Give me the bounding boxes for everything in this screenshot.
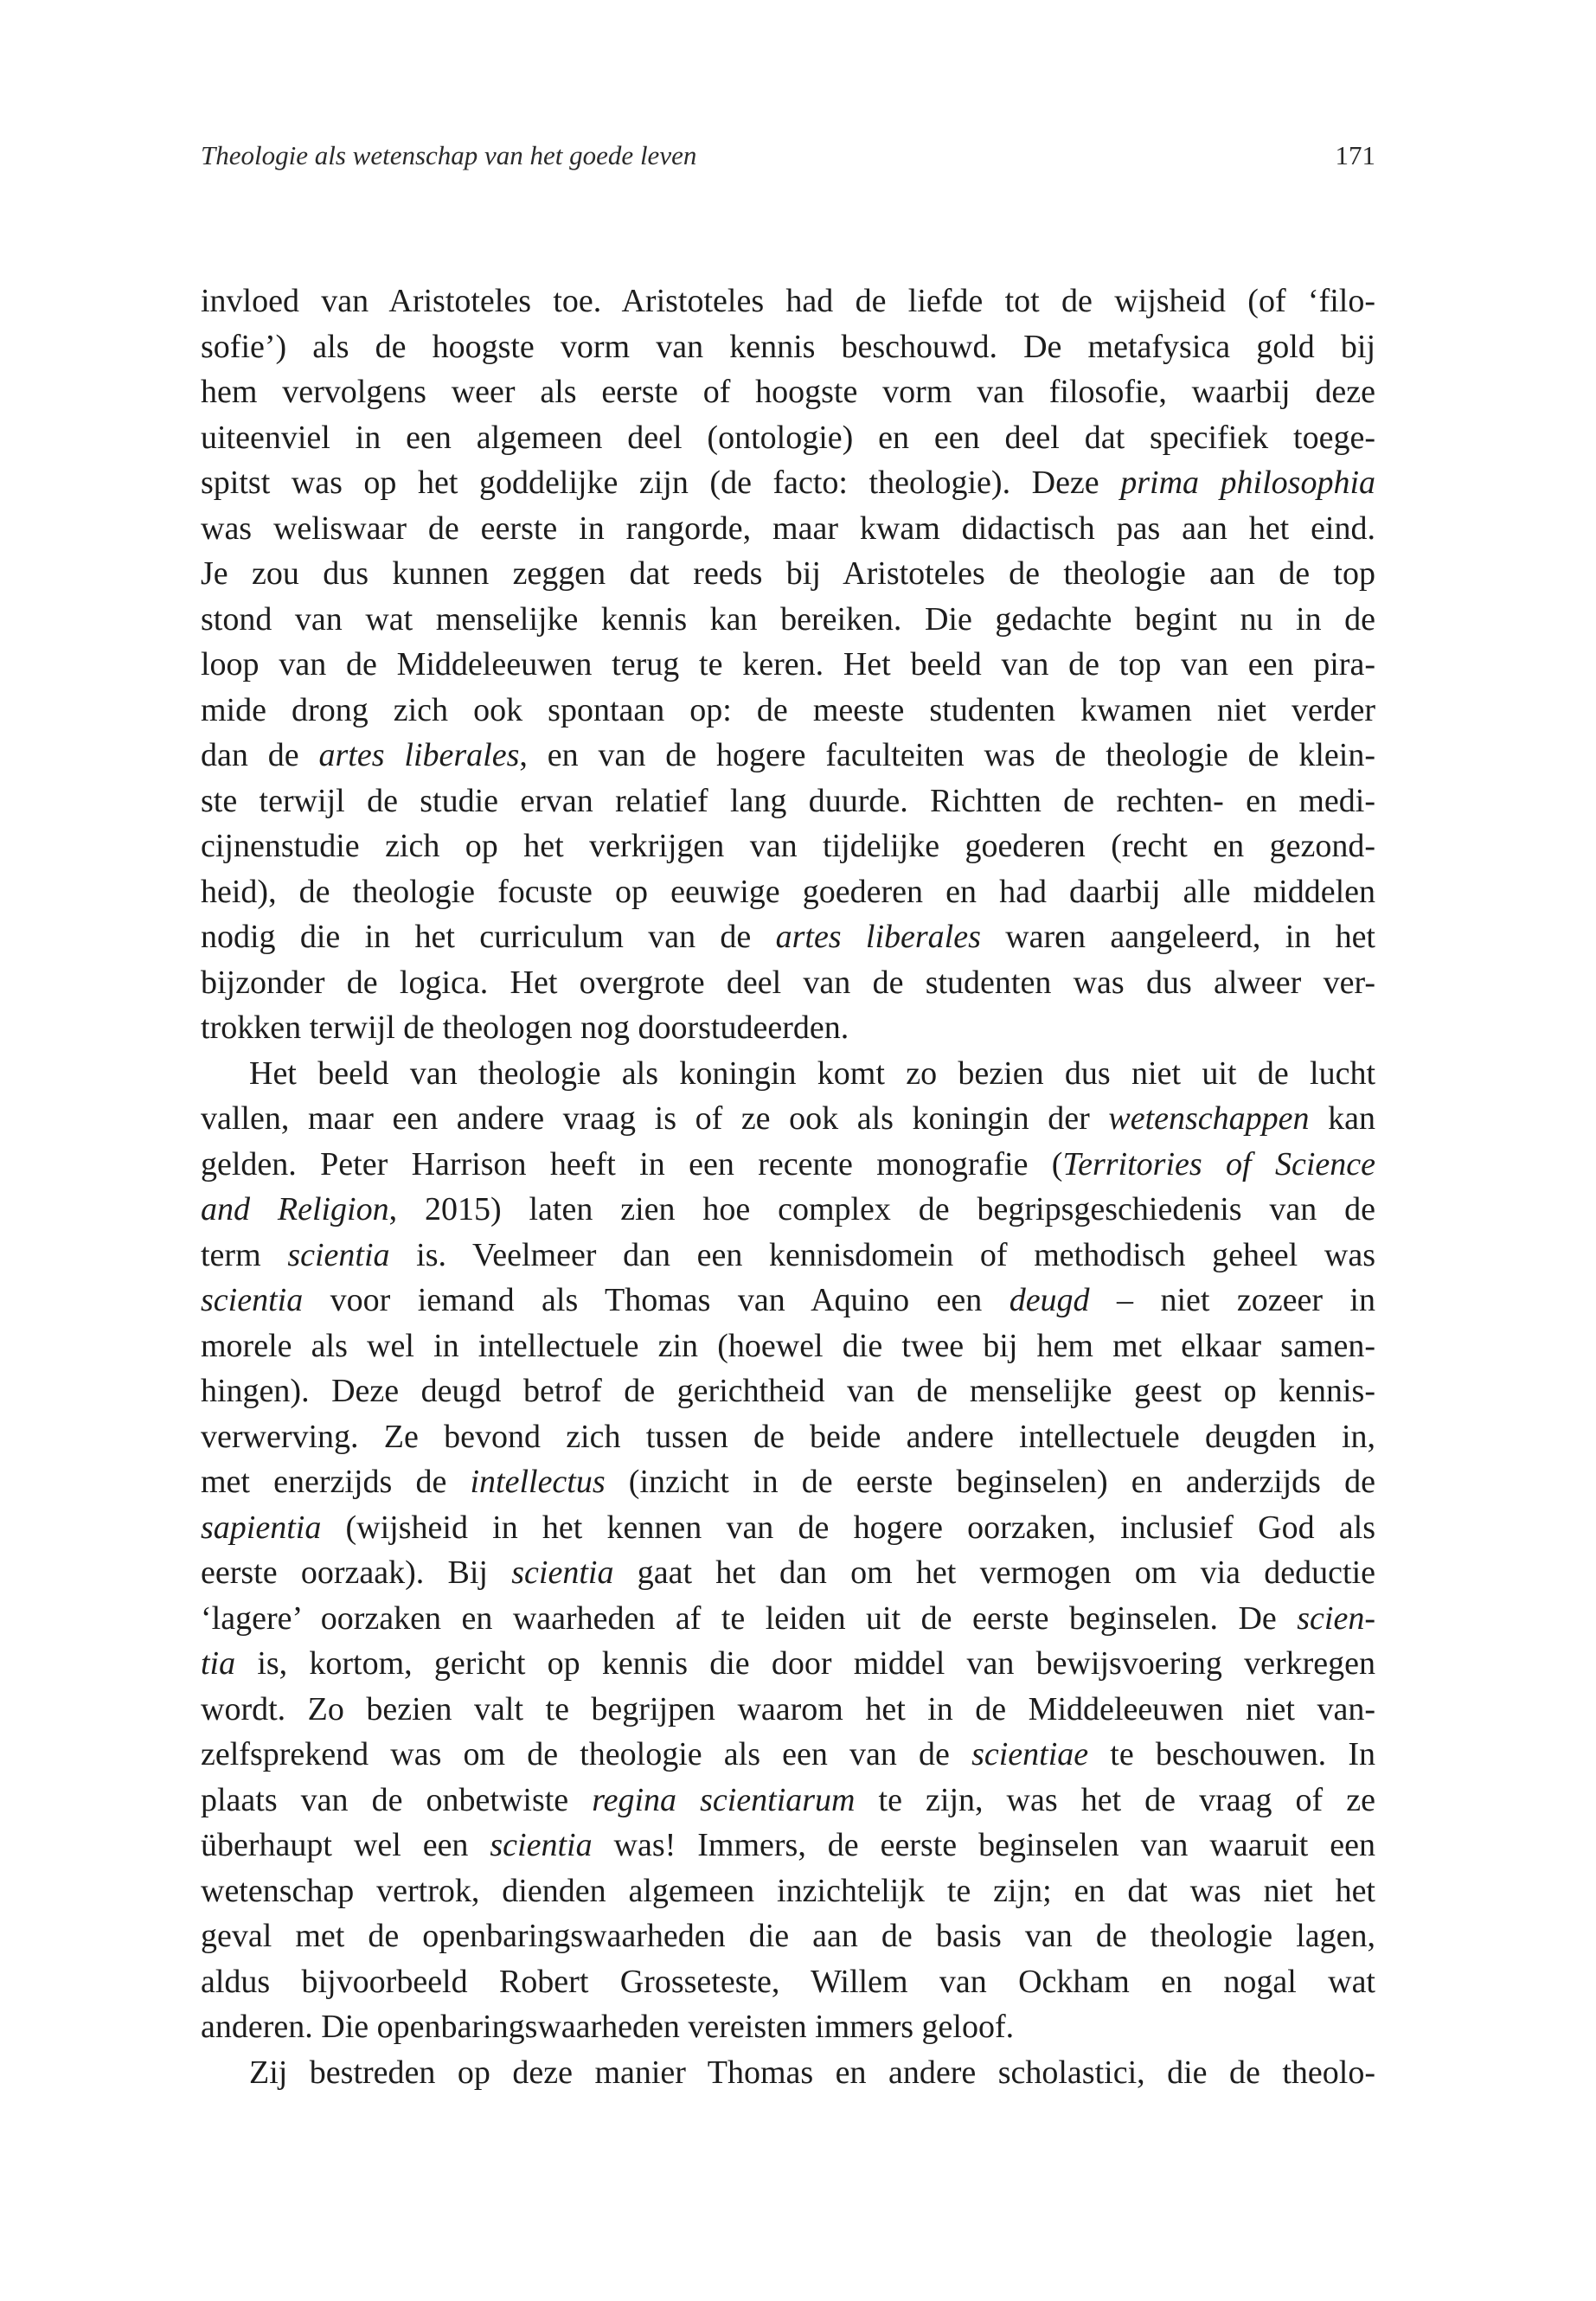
- text-line: anderen. Die openbaringswaarheden vereisten immers geloof.: [201, 2009, 1015, 2045]
- italic-term: intellectus: [470, 1464, 606, 1500]
- italic-term: sapientia: [201, 1509, 322, 1546]
- text-line: loop van de Middeleeuwen terug te keren. Het beeld van de top van een pira-: [201, 646, 1375, 683]
- italic-term: tia: [201, 1645, 236, 1682]
- text-line: dan de artes liberales, en van de hogere faculteiten was de theologie de klein-: [201, 737, 1375, 773]
- italic-term: regina scientiarum: [592, 1781, 856, 1818]
- text-line: nodig die in het curriculum van de artes liberales waren aangeleerd, in het: [201, 919, 1375, 955]
- text-line: wetenschap vertrok, dienden algemeen inzichtelijk te zijn; en dat was niet het: [201, 1872, 1375, 1909]
- text-line: met enerzijds de intellectus (inzicht in de eerste beginselen) en anderzijds de: [201, 1464, 1375, 1500]
- text-line: zelfsprekend was om de theologie als een van de scientiae te beschouwen. In: [201, 1736, 1375, 1772]
- text-line: überhaupt wel een scientia was! Immers, de eerste beginselen van waaruit een: [201, 1827, 1376, 1863]
- text-line: scientia voor iemand als Thomas van Aquino een deugd – niet zozeer in: [201, 1282, 1375, 1318]
- text-line: cijnenstudie zich op het verkrijgen van tijdelijke goederen (recht en gezond-: [201, 828, 1375, 864]
- text-line: and Religion, 2015) laten zien hoe complex de begripsgeschiedenis van de: [201, 1191, 1375, 1227]
- running-title: Theologie als wetenschap van het goede leven: [201, 140, 697, 170]
- page-number: 171: [1335, 140, 1375, 170]
- text-line: morele als wel in intellectuele zin (hoewel die twee bij hem met elkaar samen-: [201, 1327, 1375, 1364]
- italic-term: scientiae: [971, 1736, 1089, 1772]
- text-line: hingen). Deze deugd betrof de gerichtheid van de menselijke geest op kennis-: [201, 1373, 1375, 1409]
- text-line: trokken terwijl de theologen nog doorstudeerden.: [201, 1009, 849, 1046]
- text-line: bijzonder de logica. Het overgrote deel van de studenten was dus alweer ver-: [201, 964, 1375, 1001]
- text-line: ‘lagere’ oorzaken en waarheden af te leiden uit de eerste beginselen. De scien-: [201, 1599, 1375, 1637]
- italic-term: artes liberales: [318, 737, 520, 773]
- text-line: tia is, kortom, gericht op kennis die door middel van bewijsvoering verkregen: [201, 1645, 1375, 1682]
- text-line: ste terwijl de studie ervan relatief lang duurde. Richtten de rechten- en medi-: [201, 782, 1375, 819]
- italic-term: Territories of Science: [1062, 1145, 1375, 1183]
- text-line: spitst was op het goddelijke zijn (de facto: theologie). Deze prima philosophia: [201, 465, 1376, 501]
- text-line: verwerving. Ze bevond zich tussen de beide andere intellectuele deugden in,: [201, 1418, 1375, 1455]
- text-line: geval met de openbaringswaarheden die aan de basis van de theologie lagen,: [201, 1918, 1375, 1954]
- text-line: uiteenviel in een algemeen deel (ontologie) en een deel dat specifiek toege-: [201, 419, 1375, 456]
- text-line: sapientia (wijsheid in het kennen van de hogere oorzaken, inclusief God als: [201, 1509, 1375, 1546]
- italic-term: deugd: [1009, 1282, 1090, 1318]
- text-line: eerste oorzaak). Bij scientia gaat het dan om het vermogen om via deductie: [201, 1554, 1375, 1591]
- text-line: Je zou dus kunnen zeggen dat reeds bij Aristoteles de theologie aan de top: [201, 555, 1375, 592]
- italic-term: and Religion: [201, 1191, 389, 1227]
- text-line: stond van wat menselijke kennis kan bereiken. Die gedachte begint nu in de: [201, 600, 1375, 638]
- text-line: sofie’) als de hoogste vorm van kennis beschouwd. De metafysica gold bij: [201, 328, 1375, 365]
- text-line: Het beeld van theologie als koningin komt zo bezien dus niet uit de lucht: [249, 1054, 1375, 1092]
- text-line: aldus bijvoorbeeld Robert Grosseteste, Willem van Ockham en nogal wat: [201, 1963, 1375, 2000]
- italic-term: prima philosophia: [1120, 465, 1376, 501]
- text-line: plaats van de onbetwiste regina scientiarum te zijn, was het de vraag of ze: [201, 1781, 1375, 1818]
- text-line: invloed van Aristoteles toe. Aristoteles had de liefde tot de wijsheid (of ‘filo-: [201, 283, 1375, 319]
- italic-term: scientia: [287, 1236, 390, 1273]
- italic-term: scientia: [201, 1282, 304, 1318]
- text-line: was weliswaar de eerste in rangorde, maar kwam didactisch pas aan het eind.: [201, 510, 1375, 547]
- running-header: [201, 138, 1375, 173]
- italic-term: scientia: [490, 1827, 593, 1863]
- text-line: hem vervolgens weer als eerste of hoogste vorm van filosofie, waarbij deze: [201, 374, 1375, 410]
- italic-term: scien-: [1297, 1599, 1375, 1637]
- body-text: [201, 279, 1375, 2095]
- italic-term: wetenschappen: [1108, 1100, 1310, 1137]
- text-line: vallen, maar een andere vraag is of ze ook als koningin der wetenschappen kan: [201, 1100, 1375, 1137]
- italic-term: scientia: [511, 1554, 614, 1591]
- text-line: mide drong zich ook spontaan op: de meeste studenten kwamen niet verder: [201, 691, 1375, 728]
- text-line: heid), de theologie focuste op eeuwige goederen en had daarbij alle middelen: [201, 873, 1375, 910]
- text-line: wordt. Zo bezien valt te begrijpen waarom het in de Middeleeuwen niet van-: [201, 1690, 1375, 1727]
- text-line: term scientia is. Veelmeer dan een kennisdomein of methodisch geheel was: [201, 1236, 1375, 1273]
- text-line: gelden. Peter Harrison heeft in een recente monografie (Territories of Science: [201, 1145, 1375, 1183]
- text-line: Zij bestreden op deze manier Thomas en andere scholastici, die de theolo-: [249, 2054, 1375, 2091]
- italic-term: artes liberales: [775, 919, 981, 955]
